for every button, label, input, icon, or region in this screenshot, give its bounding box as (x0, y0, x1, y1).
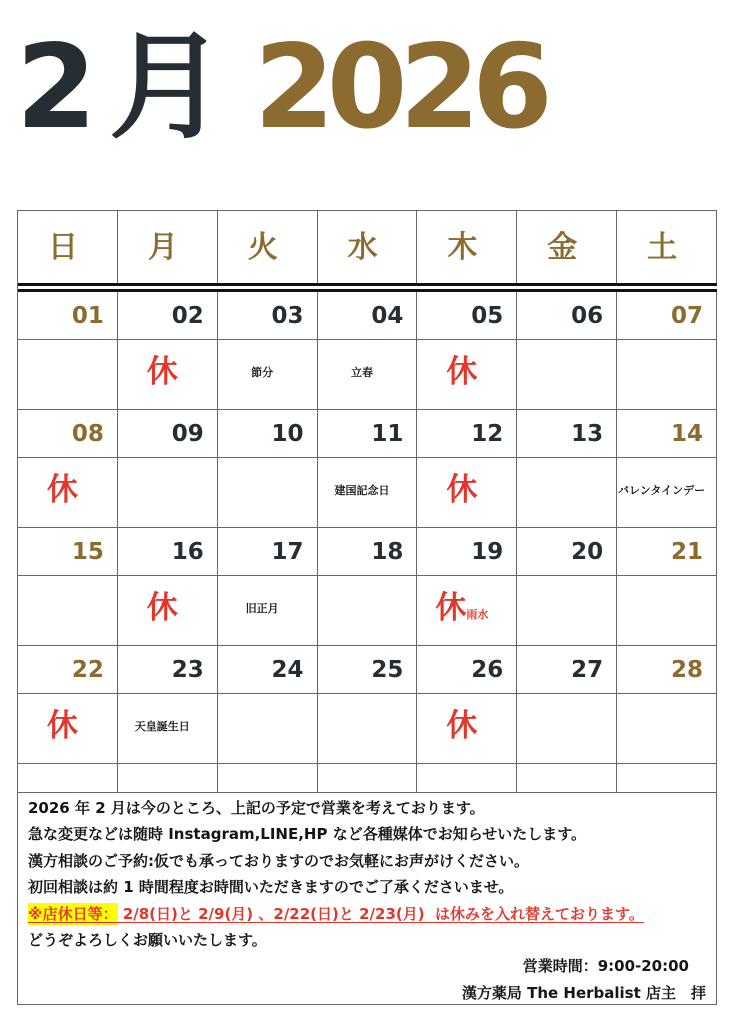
blank-cell (218, 764, 318, 793)
closed-with-event (435, 590, 489, 626)
day-cell (417, 458, 517, 528)
date-number: 02 (118, 292, 218, 340)
weekday-tue-header: 火 (218, 211, 318, 283)
note-line: 急な変更などは随時 Instagram,LINE,HP など各種媒体でお知らせいたします。 (28, 825, 587, 844)
date-number: 26 (417, 646, 517, 694)
date-number: 06 (517, 292, 617, 340)
closed-mark: 休 (446, 354, 478, 390)
week-2-date-row (18, 410, 717, 458)
event-label: バレンタインデー (618, 484, 706, 497)
date-number: 05 (417, 292, 517, 340)
day-cell (617, 340, 717, 410)
closed-mark: 休 (435, 590, 467, 626)
closed-mark: 休 (46, 472, 78, 508)
date-number: 21 (617, 528, 717, 576)
week-1-date-row (18, 292, 717, 340)
day-cell (318, 576, 418, 646)
week-3-date-row (18, 528, 717, 576)
date-number: 09 (118, 410, 218, 458)
week-4-date-row (18, 646, 717, 694)
day-cell (18, 576, 118, 646)
day-cell (118, 576, 218, 646)
business-hours: 営業時間：9:00-20:00 (522, 957, 689, 976)
date-number: 18 (318, 528, 418, 576)
day-cell (18, 458, 118, 528)
holiday-notice-underline (28, 903, 644, 925)
event-label: 旧正月 (245, 602, 279, 615)
signature: 漢方薬局 The Herbalist 店主 拝 (461, 983, 706, 1002)
weekday-wed-header: 水 (318, 211, 418, 283)
day-cell (118, 340, 218, 410)
calendar-grid (17, 210, 717, 793)
day-cell (18, 340, 118, 410)
day-cell (617, 694, 717, 764)
blank-cell (417, 764, 517, 793)
date-number: 22 (18, 646, 118, 694)
day-cell (517, 458, 617, 528)
notice-box (17, 793, 717, 1005)
day-cell (417, 694, 517, 764)
date-number: 04 (318, 292, 418, 340)
day-cell (617, 576, 717, 646)
event-label: 雨水 (466, 608, 489, 621)
closed-mark: 休 (146, 590, 178, 626)
day-cell (517, 694, 617, 764)
weekday-thu-header: 木 (417, 211, 517, 283)
day-cell (218, 576, 318, 646)
calendar-title (16, 20, 716, 155)
week-4-content-row (18, 694, 717, 764)
event-label: 立春 (350, 366, 373, 379)
weekday-fri-header: 金 (517, 211, 617, 283)
week-1-content-row (18, 340, 717, 410)
blank-cell (318, 764, 418, 793)
title-month: 2 月 (16, 20, 220, 155)
date-number: 19 (417, 528, 517, 576)
date-number: 16 (118, 528, 218, 576)
date-number: 11 (318, 410, 418, 458)
date-number: 12 (417, 410, 517, 458)
holiday-notice-label: ※店休日等： (28, 904, 118, 923)
date-number: 10 (218, 410, 318, 458)
closing-line: どうぞよろしくお願いいたします。 (28, 930, 267, 949)
day-cell (417, 576, 517, 646)
blank-row (18, 764, 717, 793)
note-line: 初回相談は約 1 時間程度お時間いただきますのでご了承くださいませ。 (28, 878, 514, 897)
event-label: 天皇誕生日 (134, 720, 190, 733)
blank-cell (18, 764, 118, 793)
weekday-sat-header: 土 (617, 211, 717, 283)
day-cell (218, 458, 318, 528)
day-cell (517, 576, 617, 646)
week-3-content-row (18, 576, 717, 646)
weekday-sun-header: 日 (18, 211, 118, 283)
day-cell (118, 458, 218, 528)
closed-mark: 休 (446, 472, 478, 508)
holiday-notice (18, 901, 716, 927)
event-label: 建国記念日 (334, 484, 390, 497)
date-number: 20 (517, 528, 617, 576)
date-number: 25 (318, 646, 418, 694)
date-number: 14 (617, 410, 717, 458)
title-year: 2026 (254, 20, 545, 155)
holiday-notice-text: 2/8(日)と 2/9(月) 、2/22(日)と 2/23(月) は休みを入れ替えております。 (117, 904, 644, 923)
blank-cell (617, 764, 717, 793)
week-2-content-row (18, 458, 717, 528)
day-cell (218, 340, 318, 410)
date-number: 17 (218, 528, 318, 576)
date-number: 13 (517, 410, 617, 458)
date-number: 28 (617, 646, 717, 694)
blank-cell (118, 764, 218, 793)
day-cell (617, 458, 717, 528)
day-cell (417, 340, 517, 410)
day-cell (18, 694, 118, 764)
blank-cell (517, 764, 617, 793)
day-cell (118, 694, 218, 764)
note-line: 漢方相談のご予約:仮でも承っておりますのでお気軽にお声がけください。 (28, 851, 530, 870)
closed-mark: 休 (46, 708, 78, 744)
date-number: 27 (517, 646, 617, 694)
date-number: 15 (18, 528, 118, 576)
day-cell (318, 458, 418, 528)
date-number: 24 (218, 646, 318, 694)
closed-mark: 休 (146, 354, 178, 390)
date-number: 23 (118, 646, 218, 694)
note-line: 2026 年 2 月は今のところ、上記の予定で営業を考えております。 (28, 799, 485, 817)
day-cell (218, 694, 318, 764)
closed-mark: 休 (446, 708, 478, 744)
date-number: 01 (18, 292, 118, 340)
weekday-mon-header: 月 (118, 211, 218, 283)
date-number: 07 (617, 292, 717, 340)
day-cell (517, 340, 617, 410)
day-cell (318, 694, 418, 764)
weekday-header-row (18, 211, 717, 292)
event-label: 節分 (251, 366, 274, 379)
date-number: 08 (18, 410, 118, 458)
day-cell (318, 340, 418, 410)
date-number: 03 (218, 292, 318, 340)
